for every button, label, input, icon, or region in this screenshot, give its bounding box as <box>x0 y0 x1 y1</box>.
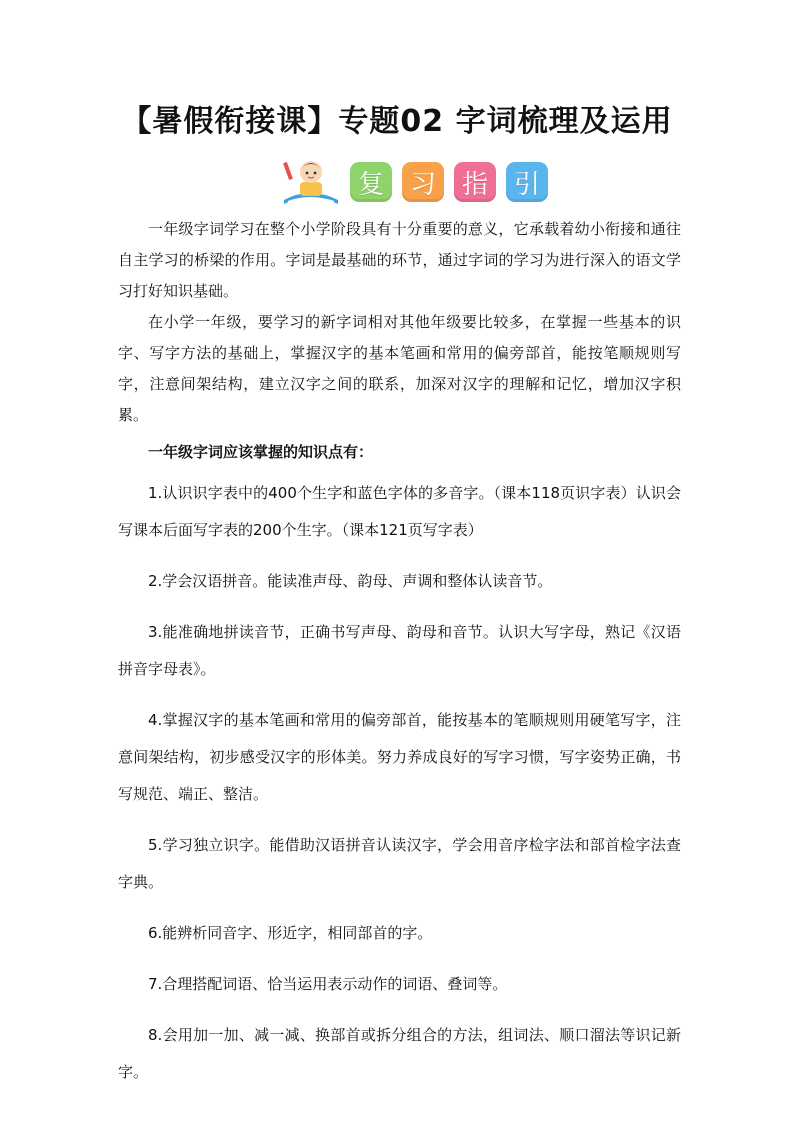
knowledge-point: 7.合理搭配词语、恰当运用表示动作的词语、叠词等。 <box>148 975 508 993</box>
section-heading: 一年级字词应该掌握的知识点有： <box>148 443 374 461</box>
knowledge-point: 5.学习独立识字。能借助汉语拼音认读汉字，学会用音序检字法和部首检字法查字典。 <box>118 836 681 891</box>
knowledge-point: 3.能准确地拼读音节，正确书写声母、韵母和音节。认识大写字母，熟记《汉语拼音字母表》。 <box>118 623 681 678</box>
document-body <box>118 214 681 1105</box>
kid-reading-icon <box>280 156 342 208</box>
tile-review-1: 复 <box>350 162 392 202</box>
review-guide-banner <box>280 156 558 208</box>
tile-guide-2: 引 <box>506 162 548 202</box>
knowledge-point: 8.会用加一加、减一减、换部首或拆分组合的方法，组词法、顺口溜法等识记新字。 <box>118 1026 681 1081</box>
intro-paragraph: 在小学一年级，要学习的新字词相对其他年级要比较多，在掌握一些基本的识字、写字方法的基础上，掌握汉字的基本笔画和常用的偏旁部首，能按笔顺规则写字，注意间架结构，建立汉字之间的联系，加深对汉字的理解和记忆，增加汉字积累。 <box>118 313 681 424</box>
knowledge-point: 6.能辨析同音字、形近字，相同部首的字。 <box>148 924 433 942</box>
tile-guide-1: 指 <box>454 162 496 202</box>
knowledge-point: 4.掌握汉字的基本笔画和常用的偏旁部首，能按基本的笔顺规则用硬笔写字，注意间架结构，初步感受汉字的形体美。努力养成良好的写字习惯，写字姿势正确，书写规范、端正、整洁。 <box>118 711 681 803</box>
page-title: 【暑假衔接课】专题02 字词梳理及运用 <box>121 104 673 139</box>
tile-review-2: 习 <box>402 162 444 202</box>
knowledge-point: 1.认识识字表中的400个生字和蓝色字体的多音字。（课本118页识字表）认识会写课本后面写字表的200个生字。（课本121页写字表） <box>118 484 681 539</box>
intro-paragraph: 一年级字词学习在整个小学阶段具有十分重要的意义，它承载着幼小衔接和通往自主学习的桥梁的作用。字词是最基础的环节，通过字词的学习为进行深入的语文学习打好知识基础。 <box>118 220 681 300</box>
knowledge-point: 2.学会汉语拼音。能读准声母、韵母、声调和整体认读音节。 <box>148 572 553 590</box>
